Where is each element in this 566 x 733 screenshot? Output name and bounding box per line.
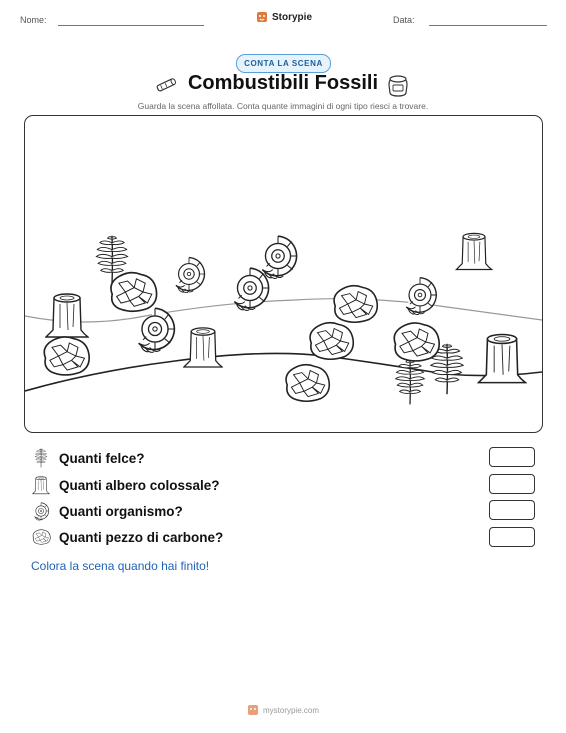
- ammonite: [262, 236, 296, 278]
- tree-stump: [46, 294, 88, 337]
- page-title: Combustibili Fossili: [187, 72, 378, 94]
- ammonite: [406, 278, 436, 315]
- date-field[interactable]: [429, 25, 547, 26]
- tree-stump: [478, 334, 525, 382]
- tree-stump-icon: [31, 475, 51, 495]
- coal-lump: [394, 323, 439, 361]
- storypie-logo-icon: [256, 11, 268, 23]
- coal-lump: [310, 323, 353, 360]
- question-text: Quanti organismo?: [59, 503, 183, 519]
- ammonite: [139, 308, 175, 352]
- name-field[interactable]: [58, 25, 204, 26]
- coal-lump: [286, 365, 329, 402]
- date-label: Data:: [393, 15, 415, 25]
- tree-stump: [456, 233, 491, 269]
- brand-name: Storypie: [272, 11, 313, 23]
- coal-lump: [44, 337, 89, 375]
- brand-logo: [256, 11, 312, 23]
- footer-url[interactable]: mystorypie.com: [262, 705, 319, 715]
- counting-scene: [24, 115, 543, 433]
- coal-lump: [334, 286, 377, 323]
- answer-box-ferns[interactable]: [489, 447, 535, 467]
- answer-box-coal[interactable]: [489, 527, 535, 547]
- question-trees: [31, 475, 220, 495]
- question-ferns: [31, 448, 145, 468]
- coal-lump-icon: [31, 527, 51, 547]
- ammonite-icon: [31, 501, 51, 521]
- coloring-instruction: Colora la scena quando hai finito!: [31, 559, 210, 573]
- question-text: Quanti pezzo di carbone?: [59, 529, 224, 545]
- question-text: Quanti felce?: [59, 450, 145, 466]
- name-label: Nome:: [20, 15, 47, 25]
- question-text: Quanti albero colossale?: [59, 477, 220, 493]
- answer-box-organisms[interactable]: [489, 500, 535, 520]
- instructions: Guarda la scena affollata. Conta quante immagini di ogni tipo riesci a trovare.: [137, 101, 429, 111]
- answer-box-trees[interactable]: [489, 474, 535, 494]
- coal-lump: [111, 273, 157, 312]
- ammonite: [176, 257, 205, 292]
- question-organisms: [31, 501, 183, 521]
- activity-badge: CONTA LA SCENA: [236, 54, 331, 73]
- question-coal: [31, 527, 223, 547]
- page-footer: [0, 704, 566, 716]
- scene-illustration: [25, 116, 542, 432]
- fern: [396, 360, 425, 405]
- tree-stump: [184, 328, 222, 367]
- ammonite: [234, 268, 268, 310]
- fern-icon: [31, 448, 51, 468]
- fossil-jar-icon: [387, 73, 409, 97]
- storypie-logo-icon: [247, 704, 259, 716]
